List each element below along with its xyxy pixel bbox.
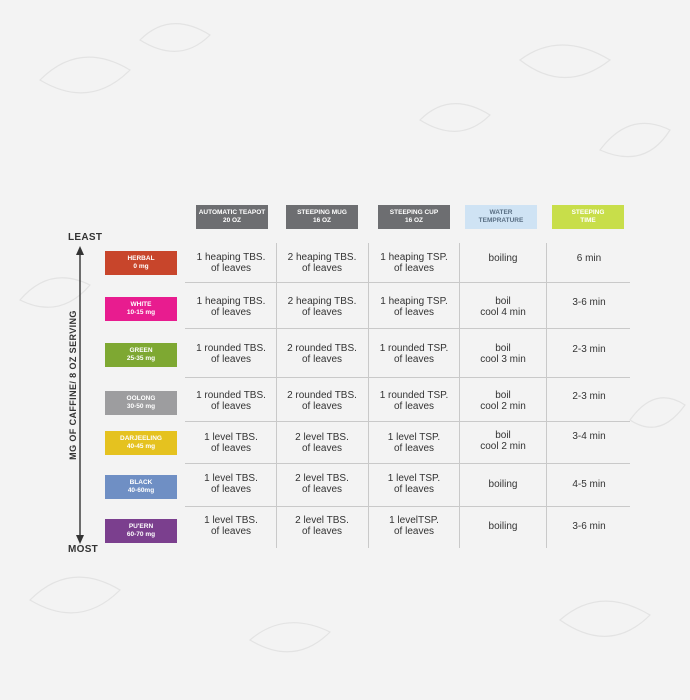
cup-amount: 1 level TSP. of leaves: [387, 473, 441, 495]
column-header-teapot: AUTOMATIC TEAPOT 20 OZ: [196, 205, 268, 229]
mug-amount: 2 rounded TBS. of leaves: [287, 343, 357, 365]
row-divider: [185, 463, 630, 464]
tea-badge-darjeeling: DARJEELING 40-45 mg: [105, 431, 177, 455]
cup-amount: 1 heaping TSP. of leaves: [380, 252, 448, 274]
teapot-amount: 1 level TBS. of leaves: [204, 473, 258, 495]
steep-time: 3-6 min: [572, 296, 606, 308]
teapot-amount: 1 heaping TBS. of leaves: [196, 252, 266, 274]
steep-time: 2-3 min: [572, 390, 606, 402]
column-header-cup: STEEPING CUP 16 OZ: [378, 205, 450, 229]
water-temp: boil cool 3 min: [480, 343, 526, 365]
water-temp: boiling: [488, 478, 518, 490]
teapot-amount: 1 rounded TBS. of leaves: [196, 390, 266, 412]
axis-most-label: MOST: [68, 544, 99, 555]
water-temp: boil cool 4 min: [480, 296, 526, 318]
cup-amount: 1 heaping TSP. of leaves: [380, 296, 448, 318]
water-temp: boil cool 2 min: [480, 430, 526, 452]
teapot-amount: 1 level TBS. of leaves: [204, 432, 258, 454]
mug-amount: 2 rounded TBS. of leaves: [287, 390, 357, 412]
cup-amount: 1 levelTSP. of leaves: [389, 515, 439, 537]
mug-amount: 2 heaping TBS. of leaves: [287, 296, 357, 318]
mug-amount: 2 level TBS. of leaves: [295, 473, 349, 495]
mug-amount: 2 level TBS. of leaves: [295, 515, 349, 537]
steep-time: 3-6 min: [572, 520, 606, 532]
cup-amount: 1 rounded TSP. of leaves: [379, 390, 449, 412]
steep-time: 3-4 min: [572, 430, 606, 442]
cup-amount: 1 rounded TSP. of leaves: [379, 343, 449, 365]
column-header-mug: STEEPING MUG 16 OZ: [286, 205, 358, 229]
steep-time: 4-5 min: [572, 478, 606, 490]
mug-amount: 2 level TBS. of leaves: [295, 432, 349, 454]
tea-badge-puern: PU'ERN 60-70 mg: [105, 519, 177, 543]
column-header-water-temp: WATER TEMPRATURE: [465, 205, 537, 229]
mug-amount: 2 heaping TBS. of leaves: [287, 252, 357, 274]
water-temp: boil cool 2 min: [480, 390, 526, 412]
tea-badge-herbal: HERBAL 0 mg: [105, 251, 177, 275]
column-header-steeping-time: STEEPING TIME: [552, 205, 624, 229]
tea-badge-green: GREEN 25-35 mg: [105, 343, 177, 367]
row-divider: [185, 421, 630, 422]
axis-least-label: LEAST: [68, 232, 103, 243]
tea-badge-white: WHITE 10-15 mg: [105, 297, 177, 321]
teapot-amount: 1 rounded TBS. of leaves: [196, 343, 266, 365]
teapot-amount: 1 heaping TBS. of leaves: [196, 296, 266, 318]
water-temp: boiling: [488, 520, 518, 532]
tea-badge-black: BLACK 40-60mg: [105, 475, 177, 499]
row-divider: [185, 282, 630, 283]
caffeine-axis-label: MG OF CAFFINE/ 8 OZ SERVING: [68, 310, 78, 460]
cup-amount: 1 level TSP. of leaves: [387, 432, 441, 454]
water-temp: boiling: [488, 252, 518, 264]
row-divider: [185, 328, 630, 329]
steep-time: 2-3 min: [572, 343, 606, 355]
row-divider: [185, 506, 630, 507]
row-divider: [185, 377, 630, 378]
teapot-amount: 1 level TBS. of leaves: [204, 515, 258, 537]
tea-badge-oolong: OOLONG 30-50 mg: [105, 391, 177, 415]
steep-time: 6 min: [576, 252, 602, 264]
